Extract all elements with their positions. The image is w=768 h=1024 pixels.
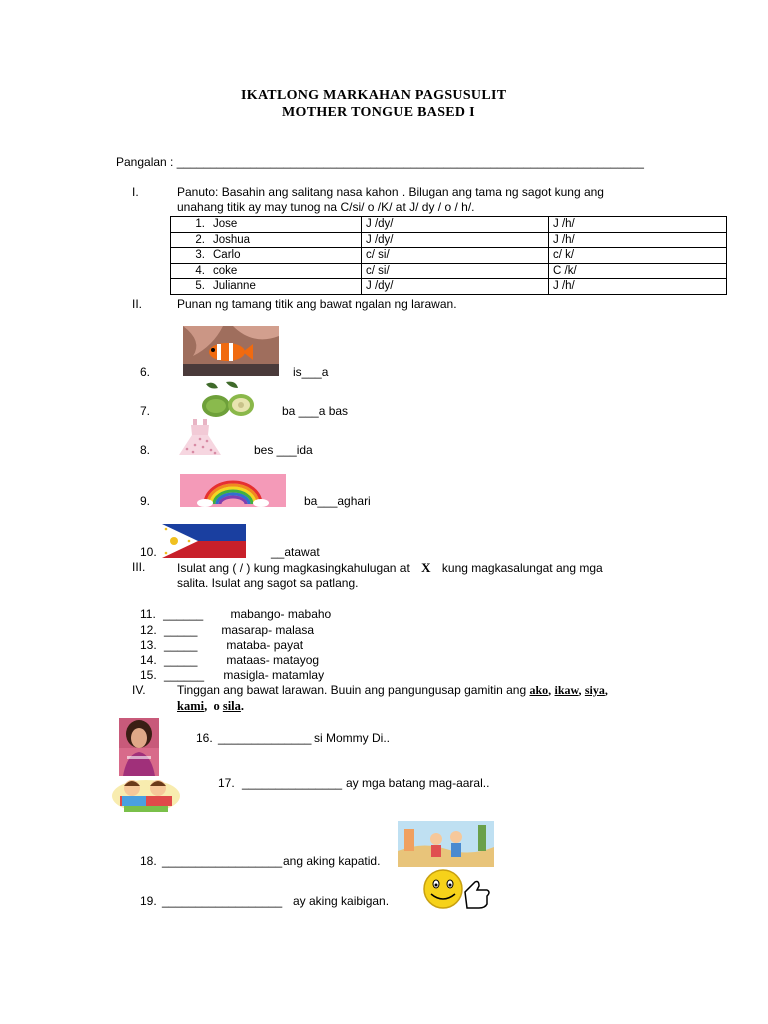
part4-instruction-1: Tinggan ang bawat larawan. Buuin ang pangungusap gamitin ang ako, ikaw, siya, — [177, 683, 608, 697]
part3-instruction-text-a: Isulat ang ( / ) kung magkasingkahulugan at — [177, 561, 410, 575]
part4-numeral: IV. — [132, 683, 146, 697]
answer-blank[interactable]: _____ — [164, 623, 198, 637]
part1-table — [170, 216, 727, 295]
row-word: Jose — [213, 218, 238, 231]
cross-mark-label: X — [421, 560, 431, 575]
item-number: 19. — [140, 894, 157, 908]
word-pair: masigla- matamlay — [223, 668, 325, 682]
smiley-thumbs-up-image — [415, 868, 495, 910]
answer-blank[interactable]: __________________ — [162, 854, 283, 868]
part2-instruction: Punan ng tamang titik ang bawat ngalan ng larawan. — [177, 297, 457, 311]
table-row — [171, 217, 727, 233]
pronoun-siya: siya — [584, 683, 605, 697]
option-cell[interactable]: J /dy/ — [362, 279, 549, 295]
option-cell[interactable]: J /h/ — [549, 232, 727, 248]
row-number: 1. — [195, 218, 205, 231]
list-item — [140, 653, 319, 667]
table-row — [171, 232, 727, 248]
item-number: 15. — [140, 668, 157, 682]
philippine-flag-image — [162, 524, 246, 558]
answer-blank[interactable]: _______________ — [242, 776, 343, 790]
row-number: 3. — [195, 249, 205, 262]
answer-blank[interactable]: __________________ — [162, 894, 283, 908]
woman-portrait-image — [119, 718, 159, 776]
item-number: 16. — [196, 731, 213, 745]
fill-blank-answer[interactable]: bes ___ida — [254, 443, 313, 457]
row-number: 2. — [195, 233, 205, 246]
list-item — [140, 638, 303, 652]
rainbow-image — [180, 474, 286, 507]
item-number: 6. — [140, 365, 151, 379]
pronoun-kami: kami — [177, 699, 205, 713]
item-number: 14. — [140, 653, 157, 667]
dress-image — [175, 417, 225, 457]
table-row — [171, 248, 727, 264]
part1-numeral: I. — [132, 185, 139, 199]
word-pair: masarap- malasa — [221, 623, 315, 637]
sentence-rest: ay aking kaibigan. — [293, 894, 390, 908]
row-word: Carlo — [213, 249, 241, 262]
item-number: 11. — [140, 607, 156, 621]
item-number: 13. — [140, 638, 157, 652]
option-cell[interactable]: C /k/ — [549, 263, 727, 279]
item-number: 12. — [140, 623, 157, 637]
part2-numeral: II. — [132, 297, 143, 311]
exam-subtitle: MOTHER TONGUE BASED I — [282, 105, 475, 120]
row-number: 5. — [195, 280, 205, 293]
clownfish-image — [183, 326, 279, 376]
option-cell[interactable]: J /h/ — [549, 217, 727, 233]
pronoun-o: o — [213, 699, 220, 713]
part3-numeral: III. — [132, 560, 146, 574]
part3-instruction-2: salita. Isulat ang sagot sa patlang. — [177, 576, 359, 590]
pronoun-ako: ako — [529, 683, 549, 697]
guava-image — [196, 380, 256, 418]
list-item — [140, 623, 314, 637]
sentence-rest: ay mga batang mag-aaral.. — [346, 776, 490, 790]
answer-blank[interactable]: _____ — [164, 653, 198, 667]
option-cell[interactable]: c/ k/ — [549, 248, 727, 264]
name-line: Pangalan : ______________________________________________________________________ — [116, 155, 644, 169]
item-number: 17. — [218, 776, 235, 790]
option-cell[interactable]: J /dy/ — [362, 217, 549, 233]
word-pair: mataas- matayog — [226, 653, 320, 667]
row-word: Julianne — [213, 280, 256, 293]
item-number: 8. — [140, 443, 151, 457]
row-word: coke — [213, 264, 238, 277]
pronoun-ikaw: ikaw — [554, 683, 579, 697]
exam-title: IKATLONG MARKAHAN PAGSUSULIT — [241, 88, 507, 103]
part4-instruction-text: Tinggan ang bawat larawan. Buuin ang pangungusap gamitin ang — [177, 683, 530, 697]
word-pair: mabango- mabaho — [230, 607, 332, 621]
list-item — [140, 607, 331, 621]
item-number: 18. — [140, 854, 157, 868]
fill-blank-answer[interactable]: ba___aghari — [304, 494, 371, 508]
table-row — [171, 279, 727, 295]
word-pair: mataba- payat — [226, 638, 304, 652]
fill-blank-answer[interactable]: __atawat — [271, 545, 320, 559]
answer-blank[interactable]: ______ — [164, 668, 205, 682]
siblings-playing-image — [398, 821, 494, 867]
answer-blank[interactable]: _____ — [164, 638, 198, 652]
option-cell[interactable]: J /h/ — [549, 279, 727, 295]
table-row — [171, 263, 727, 279]
sentence-rest: ang aking kapatid. — [283, 854, 381, 868]
answer-blank[interactable]: ______________ — [218, 731, 312, 745]
row-number: 4. — [195, 264, 205, 277]
row-word: Joshua — [213, 233, 251, 246]
answer-blank[interactable]: ______ — [163, 607, 204, 621]
item-number: 7. — [140, 404, 151, 418]
part3-instruction-text-b: kung magkasalungat ang mga — [441, 561, 603, 575]
children-reading-image — [110, 776, 182, 814]
option-cell[interactable]: J /dy/ — [362, 232, 549, 248]
pronoun-sila: sila — [222, 699, 241, 713]
part1-instruction-2: unahang titik ay may tunog na C/si/ o /K/ at J/ dy / o / h/. — [177, 200, 475, 214]
option-cell[interactable]: c/ si/ — [362, 248, 549, 264]
item-number: 9. — [140, 494, 151, 508]
part4-instruction-2: kami, o sila. — [177, 699, 245, 713]
sentence-rest: si Mommy Di.. — [314, 731, 390, 745]
fill-blank-answer[interactable]: ba ___a bas — [282, 404, 349, 418]
item-number: 10. — [140, 545, 157, 559]
part1-instruction-1: Panuto: Basahin ang salitang nasa kahon . Bilugan ang tama ng sagot kung ang — [177, 185, 604, 199]
option-cell[interactable]: c/ si/ — [362, 263, 549, 279]
list-item — [140, 668, 324, 682]
fill-blank-answer[interactable]: is___a — [293, 365, 329, 379]
part3-instruction-1 — [177, 560, 603, 576]
